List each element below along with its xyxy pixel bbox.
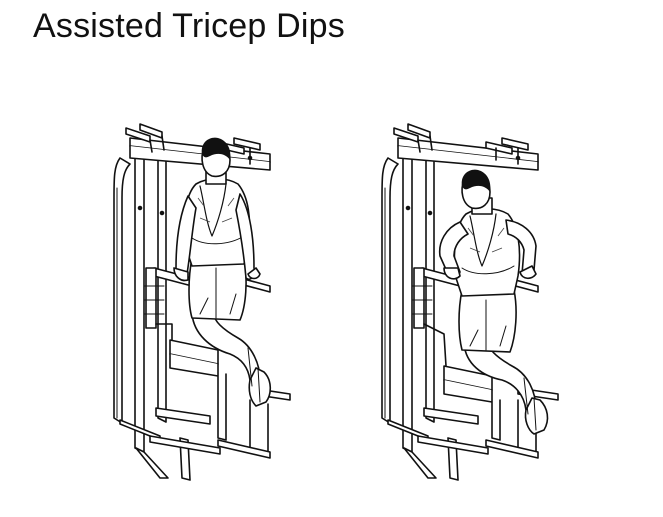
page-title: Assisted Tricep Dips bbox=[33, 7, 345, 45]
dip-start-illustration bbox=[100, 118, 300, 488]
dip-lowered-illustration bbox=[368, 118, 568, 488]
